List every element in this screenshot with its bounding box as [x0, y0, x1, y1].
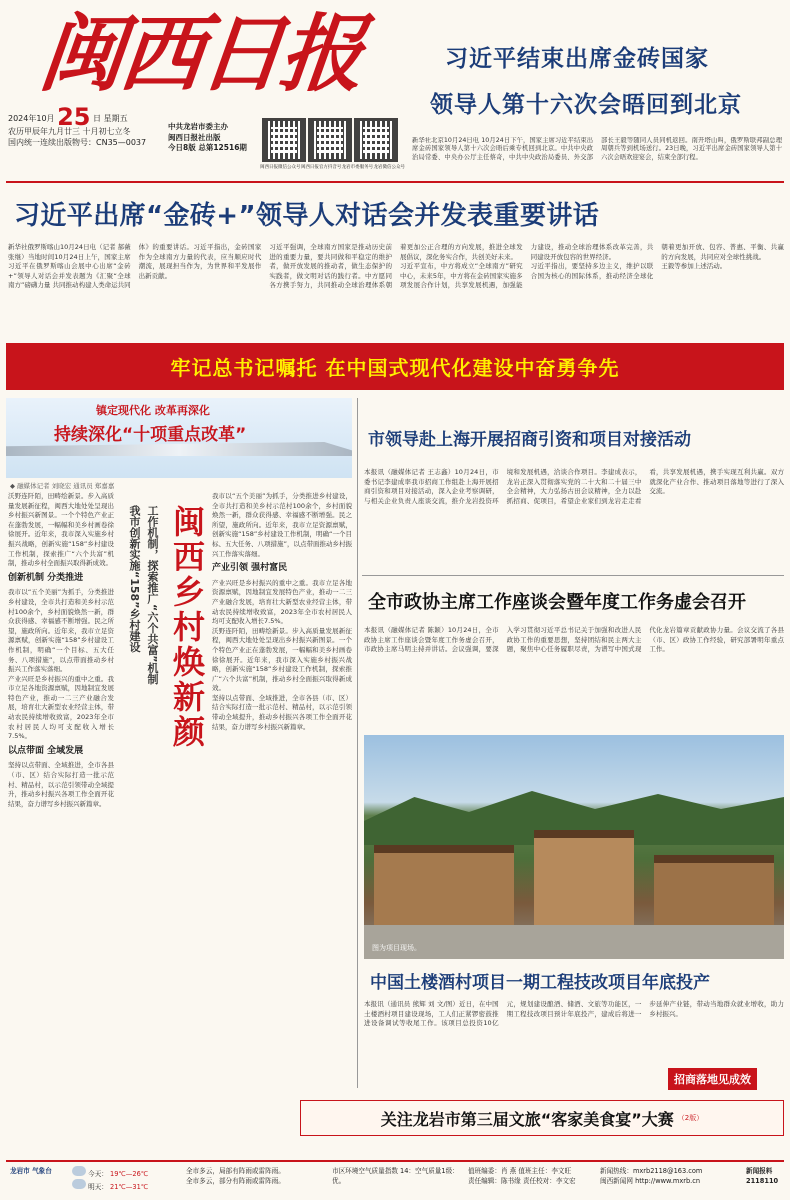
bottom-banner-note: （2版）	[677, 1114, 704, 1122]
cloud-icon	[72, 1166, 86, 1176]
cn-number: 国内统一连续出版物号：CN35—0037	[8, 138, 147, 147]
red-banner	[6, 343, 784, 390]
qr-code-douyin	[308, 118, 352, 162]
main-body-paragraph: 习近平宣布，中方将成立“全球南方”研究中心，未来5年，中方将在金砖国家实施多项发展合作计划，共享发展机遇，加强能力建设，推动全球治理体系改革完善，共同建设开放包容的世界经济。	[399, 243, 654, 290]
feature-paragraph: 我市以“五个美丽”为抓手，分类推进乡村建设，全市共打造和美乡村示范村100余个，乡村面貌焕然一新，群众获得感、幸福感不断增强。民之所望，施政所向。近年来，我市立足资源禀赋，创新实施“158”乡村建设工作机制，明确“一个目标、五大任务、八项措施”，以点带面推动乡村振兴工作落实落细。	[8, 588, 114, 674]
mid-headline: 市领导赴上海开展招商引资和项目对接活动	[368, 430, 691, 450]
conf-headline: 全市政协主席工作座谈会暨年度工作务虚会召开	[368, 592, 746, 613]
weather-label: 龙岩市 气象台	[10, 1167, 52, 1175]
hotline-label: 新闻报料	[746, 1167, 773, 1175]
feature-paragraph: 坚持以点带面、全域推进，全市各县（市、区）结合实际打造一批示范村、精品村，以示范引领带动全域提升，推动乡村振兴各项工作全面开花结果，奋力谱写乡村振兴新篇章。	[8, 761, 114, 808]
qr-label: 龙岩市委服务号	[341, 165, 374, 170]
feature-paragraph: 坚持以点带面、全域推进，全市各县（市、区）结合实际打造一批示范村、精品村，以示范引领带动全域提升，推动乡村振兴各项工作全面开花结果，奋力谱写乡村振兴新篇章。	[212, 693, 352, 731]
masthead-publisher	[168, 122, 258, 154]
tulou-badge: 招商落地见成效	[668, 1068, 757, 1090]
qr-label: 闽西日报官方抖音号	[300, 165, 342, 170]
editor-info	[468, 1166, 598, 1186]
publisher: 闽西日报社出版	[168, 132, 221, 142]
bottom-banner	[300, 1100, 784, 1136]
feature-body-col1	[8, 492, 114, 1082]
feature-vertical-title: 闽西乡村焕新颜	[168, 505, 206, 750]
editor-line: 责任编辑：陈书缘 责任校对：李文宏	[468, 1177, 576, 1185]
masthead-rule	[6, 181, 784, 183]
photo-building-1	[374, 845, 514, 925]
weather-block	[10, 1166, 70, 1176]
top-headline-body: 新华社北京10月24日电 10月24日下午，国家主席习近平结束出席金砖国家领导人第十六次会晤后乘专机回到北京。中共中央政治局常委、中央办公厅主任蔡奇，中共中央政治局委员、外交部部长王毅等随同人员同机返回。南开塔山叫，俄罗斯联邦副总理周朝兵等到机场送行。23日晚，习近平出席金砖国家领导人第十六次会晤欢迎宴会，结束全部行程。	[412, 137, 782, 161]
email: 新闻热线：mxrb2118@163.com	[600, 1167, 703, 1175]
qr-label: 闽西日报微信公众号	[260, 165, 301, 170]
qr-label-row	[260, 164, 405, 170]
date-day: 25	[57, 103, 91, 131]
tulou-photo	[364, 735, 784, 959]
feature-section-title: 以点带面 全域发展	[8, 745, 84, 756]
main-body	[8, 243, 784, 338]
feature-byline: ◆ 融媒体记者 刘晓宏 通讯员 郑嘉嘉	[10, 482, 115, 490]
feature-body-col2	[212, 492, 352, 1082]
issue: 今日8版 总第12516期	[168, 143, 247, 152]
red-banner-text: 牢记总书记嘱托 在中国式现代化建设中奋勇争先	[170, 356, 620, 380]
hotline-code: 2118110	[746, 1177, 779, 1185]
sponsor: 中共龙岩市委主办	[168, 122, 228, 131]
feature-paragraph: 沃野连阡陌，田畴绘新景。步入高质量发展新征程，闽西大地处处呈现出乡村振兴新图景。一个个特色产业正在蓬勃发展，一幅幅和美乡村画卷徐徐展开。近年来，我市深入实施乡村振兴战略，创新实施“158”乡村建设工作机制，探索推广“六个共富”机制，推动乡村全面振兴取得新成效。	[8, 492, 114, 568]
website: 闽西新闻网 http://www.mxrb.cn	[600, 1177, 701, 1185]
bottom-banner-text: 关注龙岩市第三届文旅“客家美食宴”大赛	[380, 1109, 674, 1129]
main-headline: 习近平出席“金砖+”领导人对话会并发表重要讲话	[14, 201, 600, 231]
weekday: 日 星期五	[93, 114, 128, 123]
qr-code-service	[354, 118, 398, 162]
air-quality: 市区环境空气质量指数 14：空气质量1级：优。	[332, 1167, 459, 1185]
footer	[6, 1164, 784, 1196]
tulou-headline: 中国土楼酒村项目一期工程技改项目年底投产	[370, 973, 710, 993]
today-temp: 19℃—26℃	[110, 1170, 149, 1178]
tulou-body: 本报讯（通讯员 熊辉 刘 文/图）近日，在中国土楼酒村项目建设现场，工人们正紧锣密鼓推进设备调试等收尾工作。该项目总投资10亿元，规划建设酿酒、储酒、文旅等功能区，一期工程技改项目预计年底投产，建成后将进一步延伸产业链，带动当地群众就业增收，助力乡村振兴。	[364, 1000, 784, 1028]
weather-note: 全市多云，局部有阵雨或雷阵雨。	[186, 1167, 285, 1175]
qr-code-wechat	[262, 118, 306, 162]
main-body-paragraph: 习近平指出，要坚持多边主义，维护以联合国为核心的国际体系，推动经济全球化朝着更加开放、包容、普惠、平衡、共赢的方向发展，共同应对全球性挑战。	[530, 243, 784, 280]
editor-line: 值班编委：肖 燕 值班主任：李文旺	[468, 1167, 572, 1175]
feature-paragraph: 产业兴旺是乡村振兴的重中之重。我市立足各地资源禀赋，因地制宜发展特色产业，推动一二三产业融合发展，培育壮大新型农业经营主体，带动农民持续增收致富，2023年全市农村居民人均可支配收入增长7.5%。	[212, 578, 352, 626]
section-divider	[362, 575, 784, 576]
photo-caption: 图为项目现场。	[372, 944, 421, 952]
column-divider	[357, 398, 358, 1088]
photo-building-3	[654, 855, 774, 925]
footer-rule	[6, 1160, 784, 1162]
feature-vertical-sub2: 我市创新实施“158”乡村建设	[128, 505, 141, 653]
contact-info	[600, 1166, 740, 1186]
feature-paragraph: 沃野连阡陌，田畴绘新景。步入高质量发展新征程，闽西大地处处呈现出乡村振兴新图景。一个个特色产业正在蓬勃发展，一幅幅和美乡村画卷徐徐展开。近年来，我市深入实施乡村振兴战略，创新实施“158”乡村建设工作机制，探索推广“六个共富”机制，推动乡村全面振兴取得新成效。	[212, 626, 352, 693]
hotline	[746, 1166, 784, 1186]
main-body-paragraph: 新华社俄罗斯喀山10月24日电（记者 郝薇 张继）当地时间10月24日上午，国家主席习近平在俄罗斯喀山会展中心出席“金砖+”领导人对话会并发表题为《汇聚“全球南方”磅礴力量 共同推动构建人类命运共同体》的重要讲话。习近平指出，金砖国家作为全球南方力量的代表，应当顺应时代潮流，展现担当作为，为世界和平发展作出新贡献。	[8, 243, 262, 290]
weather-today	[72, 1166, 182, 1192]
feature-paragraph: 产业兴旺是乡村振兴的重中之重。我市立足各地资源禀赋，因地制宜发展特色产业，推动一二三产业融合发展，培育壮大新型农业经营主体，带动农民持续增收致富，2023年全市农村居民人均可支配收入增长7.5%。	[8, 674, 114, 741]
tomorrow-label: 明天：	[88, 1183, 108, 1191]
weather-notes	[186, 1166, 326, 1186]
feature-subtitle: 持续深化“十项重点改革”	[54, 425, 247, 445]
today-label: 今天：	[88, 1170, 108, 1178]
lunar-date: 农历甲辰年九月廿三 十月初七立冬	[8, 127, 131, 136]
feature-paragraph: 我市以“五个美丽”为抓手，分类推进乡村建设，全市共打造和美乡村示范村100余个，乡村面貌焕然一新，群众获得感、幸福感不断增强。民之所望，施政所向。近年来，我市立足资源禀赋，创新实施“158”乡村建设工作机制，明确“一个目标、五大任务、八项措施”，以点带面推动乡村振兴工作落实落细。	[212, 492, 352, 558]
feature-section-title: 产业引领 强村富民	[212, 563, 288, 574]
feature-vertical-sub1: 工作机制，探索推广“六个共富”机制	[146, 505, 159, 685]
weather-note: 全市多云，部分有阵雨或雷阵雨。	[186, 1177, 285, 1185]
feature-kicker: 镇定现代化 改革再深化	[96, 404, 210, 417]
top-headline-line1: 习近平结束出席金砖国家	[445, 46, 709, 72]
main-body-paragraph: 王毅等参加上述活动。	[661, 262, 727, 271]
qr-label: 龙岩微信公众号	[373, 165, 405, 170]
top-headline-line2: 领导人第十六次会晤回到北京	[430, 92, 742, 118]
cloud-icon	[72, 1179, 86, 1189]
tomorrow-temp: 21℃—31℃	[110, 1183, 149, 1191]
date-prefix: 2024年10月	[8, 114, 55, 123]
mid-body: 本报讯（融媒体记者 王志鑫）10月24日，市委书记李建成率我市招商工作组赴上海开展招商引资和项目对接活动，深入企业考察调研，与相关企业负责人座谈交流，推介龙岩投资环境和发展机遇，洽谈合作项目。李建成表示，龙岩正深入贯彻落实党的二十大和二十届三中全会精神，大力弘扬古田会议精神，全力以赴抓招商、促项目，希望企业家们到龙岩走走看看，共享发展机遇，携手实现互利共赢。双方就深化产业合作、推动项目落地等进行了深入交流。	[364, 468, 784, 505]
left-feature-header	[6, 398, 352, 478]
feature-section-title: 创新机制 分类推进	[8, 572, 84, 583]
main-body-paragraph: 习近平强调，全球南方国家是推动历史前进的重要力量，要共同做和平稳定的维护者，做开放发展的推动者，做生态保护的实践者，做文明对话的践行者。中方愿同各方携手努力，共同推动全球治理体系朝着更加公正合理的方向发展，推进全球发展倡议，深化务实合作，共创美好未来。	[269, 243, 523, 290]
masthead-logo: 闽西日报	[34, 4, 366, 103]
photo-ground	[364, 925, 784, 959]
photo-building-2	[534, 830, 634, 925]
conf-body: 本报讯（融媒体记者 陈颖）10月24日，全市政协主席工作座谈会暨年度工作务虚会召开，市政协主席马明主持并讲话。会议强调，要深入学习贯彻习近平总书记关于加强和改进人民政协工作的重要思想，坚持团结和民主两大主题，聚焦中心任务履职尽责，为谱写中国式现代化龙岩篇章贡献政协力量。会议交流了各县（市、区）政协工作经验，研究部署明年重点工作。	[364, 626, 784, 654]
